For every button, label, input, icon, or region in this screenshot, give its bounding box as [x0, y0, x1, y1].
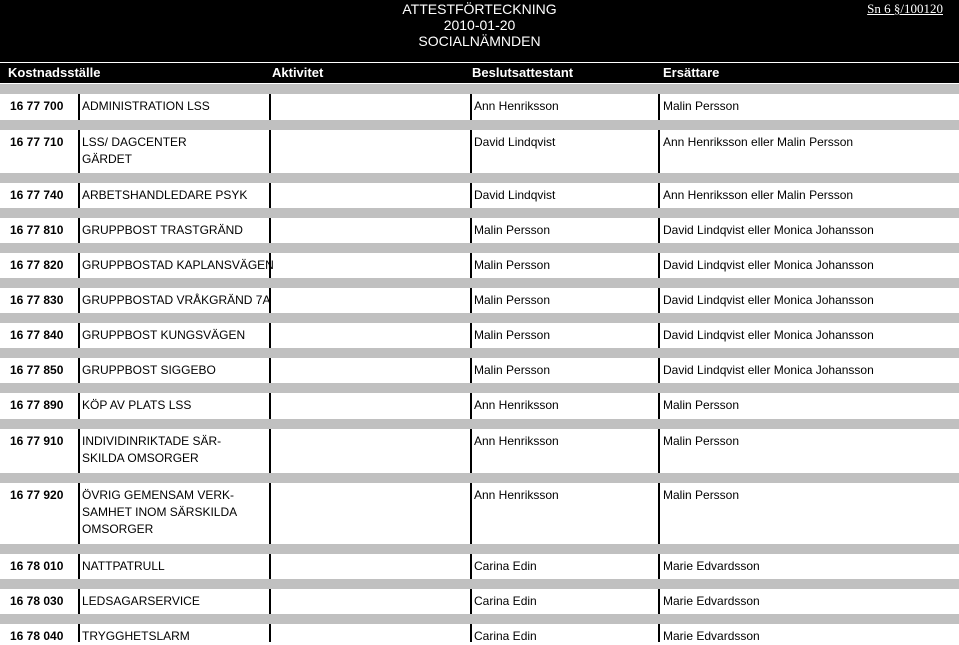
- column-header-activity: Aktivitet: [272, 65, 324, 80]
- table-row: [0, 243, 959, 278]
- substitute-name: Ann Henriksson eller Malin Persson: [663, 135, 854, 149]
- table-row: [0, 614, 959, 642]
- activity-cell: [82, 327, 245, 344]
- substitute-name: David Lindqvist eller Monica Johansson: [663, 223, 874, 237]
- activity-cell: [82, 292, 270, 309]
- column-divider: [470, 183, 472, 208]
- column-divider: [658, 288, 660, 313]
- table-row: [0, 419, 959, 473]
- row-separator: [0, 383, 959, 393]
- column-divider: [658, 323, 660, 348]
- column-divider: [470, 393, 472, 419]
- activity-line: OMSORGER: [82, 522, 154, 536]
- table-row: [0, 120, 959, 173]
- column-divider: [78, 323, 80, 348]
- document-title: ATTESTFÖRTECKNING: [402, 1, 557, 17]
- column-divider: [78, 94, 80, 120]
- activity-cell: [82, 397, 191, 414]
- attestant-name: Carina Edin: [474, 629, 537, 643]
- column-divider: [470, 589, 472, 614]
- column-divider: [269, 554, 271, 579]
- activity-line: SAMHET INOM SÄRSKILDA: [82, 505, 238, 519]
- activity-line: ARBETSHANDLEDARE PSYK: [82, 188, 248, 202]
- column-divider: [269, 218, 271, 243]
- substitute-name: David Lindqvist eller Monica Johansson: [663, 293, 874, 307]
- column-divider: [269, 393, 271, 419]
- cost-center-code: 16 77 850: [10, 363, 64, 377]
- activity-line: TRYGGHETSLARM: [82, 629, 190, 643]
- column-divider: [269, 358, 271, 383]
- row-separator: [0, 120, 959, 130]
- row-separator: [0, 278, 959, 288]
- table-row: [0, 84, 959, 120]
- attestant-name: Malin Persson: [474, 223, 551, 237]
- attestant-name: Carina Edin: [474, 594, 537, 608]
- column-divider: [269, 183, 271, 208]
- cost-center-code: 16 77 710: [10, 135, 64, 149]
- column-header-substitute: Ersättare: [663, 65, 720, 80]
- column-divider: [78, 483, 80, 544]
- activity-line: KÖP AV PLATS LSS: [82, 398, 192, 412]
- row-separator: [0, 473, 959, 483]
- column-divider: [658, 183, 660, 208]
- column-divider: [269, 323, 271, 348]
- column-divider: [658, 429, 660, 473]
- attestant-name: Malin Persson: [474, 363, 551, 377]
- column-divider: [269, 589, 271, 614]
- activity-cell: [82, 222, 243, 239]
- column-divider: [269, 130, 271, 173]
- activity-line: NATTPATRULL: [82, 559, 165, 573]
- substitute-name: Malin Persson: [663, 99, 740, 113]
- cost-center-code: 16 77 820: [10, 258, 64, 272]
- row-separator: [0, 419, 959, 429]
- column-divider: [470, 624, 472, 642]
- table-column-header: [0, 63, 959, 83]
- attestant-name: Ann Henriksson: [474, 488, 559, 502]
- table-row: [0, 348, 959, 383]
- column-divider: [269, 624, 271, 642]
- activity-cell: [82, 98, 210, 115]
- activity-cell: [82, 362, 216, 379]
- column-divider: [269, 94, 271, 120]
- column-divider: [78, 429, 80, 473]
- column-divider: [470, 483, 472, 544]
- substitute-name: Malin Persson: [663, 398, 740, 412]
- substitute-name: Malin Persson: [663, 434, 740, 448]
- column-divider: [658, 358, 660, 383]
- activity-line: LEDSAGARSERVICE: [82, 594, 200, 608]
- activity-line: LSS/ DAGCENTER: [82, 135, 187, 149]
- column-divider: [78, 288, 80, 313]
- column-divider: [78, 218, 80, 243]
- table-row: [0, 544, 959, 579]
- column-divider: [78, 253, 80, 278]
- row-separator: [0, 614, 959, 624]
- attestant-name: David Lindqvist: [474, 188, 556, 202]
- attestant-name: Malin Persson: [474, 258, 551, 272]
- cost-center-code: 16 78 010: [10, 559, 64, 573]
- row-separator: [0, 579, 959, 589]
- column-divider: [658, 94, 660, 120]
- activity-cell: [82, 433, 221, 467]
- substitute-name: Ann Henriksson eller Malin Persson: [663, 188, 854, 202]
- substitute-name: Malin Persson: [663, 488, 740, 502]
- column-divider: [269, 429, 271, 473]
- department-name: SOCIALNÄMNDEN: [418, 33, 541, 49]
- column-divider: [470, 288, 472, 313]
- activity-line: GÄRDET: [82, 152, 133, 166]
- column-divider: [658, 554, 660, 579]
- column-divider: [78, 130, 80, 173]
- table-row: [0, 579, 959, 614]
- row-separator: [0, 84, 959, 94]
- activity-cell: [82, 593, 200, 610]
- cost-center-code: 16 77 910: [10, 434, 64, 448]
- attestant-name: Malin Persson: [474, 293, 551, 307]
- row-separator: [0, 544, 959, 554]
- activity-line: ADMINISTRATION LSS: [82, 99, 210, 113]
- activity-line: SKILDA OMSORGER: [82, 451, 199, 465]
- attestant-name: Ann Henriksson: [474, 434, 559, 448]
- column-divider: [658, 624, 660, 642]
- column-divider: [78, 554, 80, 579]
- column-divider: [658, 253, 660, 278]
- cost-center-code: 16 77 920: [10, 488, 64, 502]
- cost-center-code: 16 77 740: [10, 188, 64, 202]
- column-divider: [658, 589, 660, 614]
- document-header: [0, 0, 959, 62]
- substitute-name: David Lindqvist eller Monica Johansson: [663, 363, 874, 377]
- substitute-name: Marie Edvardsson: [663, 559, 760, 573]
- substitute-name: Marie Edvardsson: [663, 629, 760, 643]
- column-divider: [470, 429, 472, 473]
- table-row: [0, 173, 959, 208]
- attestant-name: Carina Edin: [474, 559, 537, 573]
- row-separator: [0, 348, 959, 358]
- activity-line: GRUPPBOST KUNGSVÄGEN: [82, 328, 246, 342]
- activity-cell: [82, 134, 187, 168]
- column-divider: [78, 589, 80, 614]
- cost-center-code: 16 77 700: [10, 99, 64, 113]
- cost-center-code: 16 77 830: [10, 293, 64, 307]
- column-divider: [78, 393, 80, 419]
- activity-cell: [82, 558, 165, 575]
- column-divider: [470, 253, 472, 278]
- activity-line: INDIVIDINRIKTADE SÄR-: [82, 434, 222, 448]
- activity-line: GRUPPBOST SIGGEBO: [82, 363, 216, 377]
- substitute-name: Marie Edvardsson: [663, 594, 760, 608]
- attestant-name: Ann Henriksson: [474, 398, 559, 412]
- attestant-name: Ann Henriksson: [474, 99, 559, 113]
- column-divider: [78, 183, 80, 208]
- table-row: [0, 208, 959, 243]
- cost-center-code: 16 77 810: [10, 223, 64, 237]
- column-divider: [470, 130, 472, 173]
- column-divider: [470, 554, 472, 579]
- column-header-attestant: Beslutsattestant: [472, 65, 574, 80]
- column-divider: [658, 130, 660, 173]
- cost-center-code: 16 78 040: [10, 629, 64, 643]
- page-reference-link[interactable]: Sn 6 §/100120: [867, 1, 943, 16]
- activity-cell: [82, 628, 190, 645]
- column-divider: [658, 218, 660, 243]
- attestant-name: Malin Persson: [474, 328, 551, 342]
- cost-center-code: 16 78 030: [10, 594, 64, 608]
- column-divider: [78, 624, 80, 642]
- substitute-name: David Lindqvist eller Monica Johansson: [663, 328, 874, 342]
- activity-cell: [82, 487, 237, 538]
- row-separator: [0, 313, 959, 323]
- table-row: [0, 278, 959, 313]
- column-divider: [470, 323, 472, 348]
- column-divider: [470, 218, 472, 243]
- cost-center-code: 16 77 890: [10, 398, 64, 412]
- table-row: [0, 313, 959, 348]
- column-divider: [470, 94, 472, 120]
- column-header-cost-center: Kostnadsställe: [8, 65, 101, 80]
- attestant-name: David Lindqvist: [474, 135, 556, 149]
- activity-line: GRUPPBOSTAD VRÅKGRÄND 7A: [82, 293, 271, 307]
- cost-center-code: 16 77 840: [10, 328, 64, 342]
- activity-cell: [82, 187, 247, 204]
- row-separator: [0, 243, 959, 253]
- column-divider: [78, 358, 80, 383]
- substitute-name: David Lindqvist eller Monica Johansson: [663, 258, 874, 272]
- column-divider: [658, 393, 660, 419]
- activity-line: GRUPPBOSTAD KAPLANSVÄGEN: [82, 258, 274, 272]
- activity-line: GRUPPBOST TRASTGRÄND: [82, 223, 243, 237]
- table-row: [0, 473, 959, 544]
- row-separator: [0, 208, 959, 218]
- activity-line: ÖVRIG GEMENSAM VERK-: [82, 488, 235, 502]
- column-divider: [269, 483, 271, 544]
- column-divider: [658, 483, 660, 544]
- activity-cell: [82, 257, 274, 274]
- column-divider: [470, 358, 472, 383]
- table-row: [0, 383, 959, 419]
- row-separator: [0, 173, 959, 183]
- document-date: 2010-01-20: [443, 17, 516, 33]
